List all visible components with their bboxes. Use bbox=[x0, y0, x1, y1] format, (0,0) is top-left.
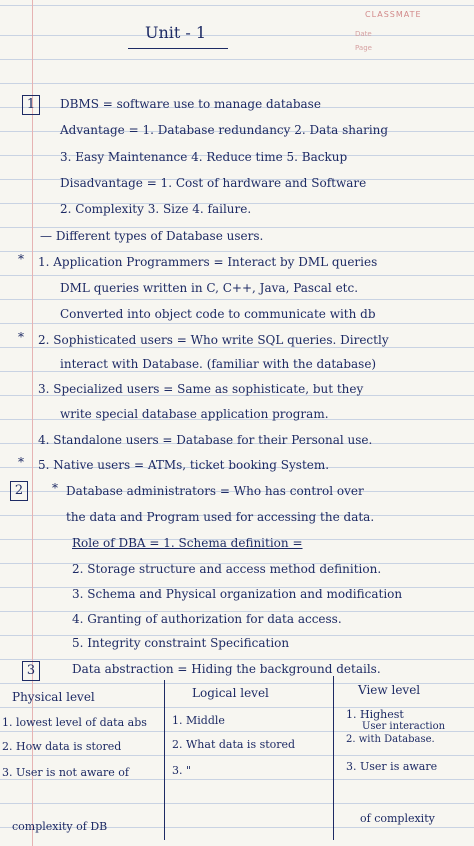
page-label: Page bbox=[355, 44, 372, 52]
view-item-1: 1. Highest bbox=[346, 708, 404, 721]
dba-role-2: 2. Storage structure and access method definition. bbox=[72, 562, 382, 576]
section-number-2: 2 bbox=[10, 481, 28, 501]
physical-item-2: 2. How data is stored bbox=[2, 740, 122, 753]
user-type-3-detail: write special database application program. bbox=[60, 407, 329, 421]
user-types-heading: — Different types of Database users. bbox=[40, 229, 264, 243]
dba-definition-2: the data and Program used for accessing the data. bbox=[66, 510, 375, 524]
physical-item-1: 1. lowest level of data abs bbox=[2, 716, 147, 729]
user-type-1-detail-2: Converted into object code to communicate with db bbox=[60, 307, 376, 321]
view-item-3-cont: of complexity bbox=[360, 812, 435, 825]
physical-item-3: 3. User is not aware of bbox=[2, 766, 129, 779]
user-type-5: 5. Native users = ATMs, ticket booking System. bbox=[38, 458, 330, 472]
section-number-1: 1 bbox=[22, 95, 40, 115]
dbms-definition: DBMS = software use to manage database bbox=[60, 97, 321, 111]
dba-role-3: 3. Schema and Physical organization and modification bbox=[72, 587, 403, 601]
logical-item-2: 2. What data is stored bbox=[172, 738, 296, 751]
advantage-line-2: 3. Easy Maintenance 4. Reduce time 5. Backup bbox=[60, 150, 348, 164]
dba-role-4: 4. Granting of authorization for data access. bbox=[72, 612, 342, 626]
physical-level-heading: Physical level bbox=[12, 690, 95, 704]
page-title: Unit - 1 bbox=[145, 23, 207, 42]
column-divider bbox=[333, 676, 334, 840]
dba-definition: Database administrators = Who has control over bbox=[66, 484, 364, 498]
column-divider bbox=[164, 680, 165, 840]
user-type-1-detail: DML queries written in C, C++, Java, Pascal etc. bbox=[60, 281, 359, 295]
star-marker: * bbox=[18, 252, 24, 266]
user-type-1: 1. Application Programmers = Interact by DML queries bbox=[38, 255, 378, 269]
view-item-2: 2. with Database. bbox=[346, 734, 435, 745]
disadvantage-line-2: 2. Complexity 3. Size 4. failure. bbox=[60, 202, 252, 216]
user-type-4: 4. Standalone users = Database for their Personal use. bbox=[38, 433, 373, 447]
role-of-dba: Role of DBA = 1. Schema definition = bbox=[72, 536, 303, 550]
disadvantage-line: Disadvantage = 1. Cost of hardware and Software bbox=[60, 176, 367, 190]
data-abstraction-heading: Data abstraction = Hiding the background details. bbox=[72, 662, 381, 676]
view-level-heading: View level bbox=[358, 683, 421, 697]
brand-label: CLASSMATE bbox=[365, 10, 422, 19]
advantage-line: Advantage = 1. Database redundancy 2. Data sharing bbox=[60, 123, 389, 137]
title-underline bbox=[128, 48, 228, 49]
view-item-3: 3. User is aware bbox=[346, 760, 438, 773]
date-label: Date bbox=[355, 30, 372, 38]
physical-item-3-cont: complexity of DB bbox=[12, 820, 108, 833]
star-marker: * bbox=[18, 455, 24, 469]
logical-item-1: 1. Middle bbox=[172, 714, 225, 727]
view-item-1-cont: User interaction bbox=[362, 721, 446, 732]
star-marker: * bbox=[52, 481, 58, 495]
user-type-2: 2. Sophisticated users = Who write SQL queries. Directly bbox=[38, 333, 389, 347]
section-number-3: 3 bbox=[22, 661, 40, 681]
user-type-3: 3. Specialized users = Same as sophisticate, but they bbox=[38, 382, 364, 396]
logical-item-3: 3. " bbox=[172, 764, 192, 777]
logical-level-heading: Logical level bbox=[192, 686, 269, 700]
user-type-2-detail: interact with Database. (familiar with the database) bbox=[60, 357, 377, 371]
dba-role-5: 5. Integrity constraint Specification bbox=[72, 636, 290, 650]
star-marker: * bbox=[18, 330, 24, 344]
